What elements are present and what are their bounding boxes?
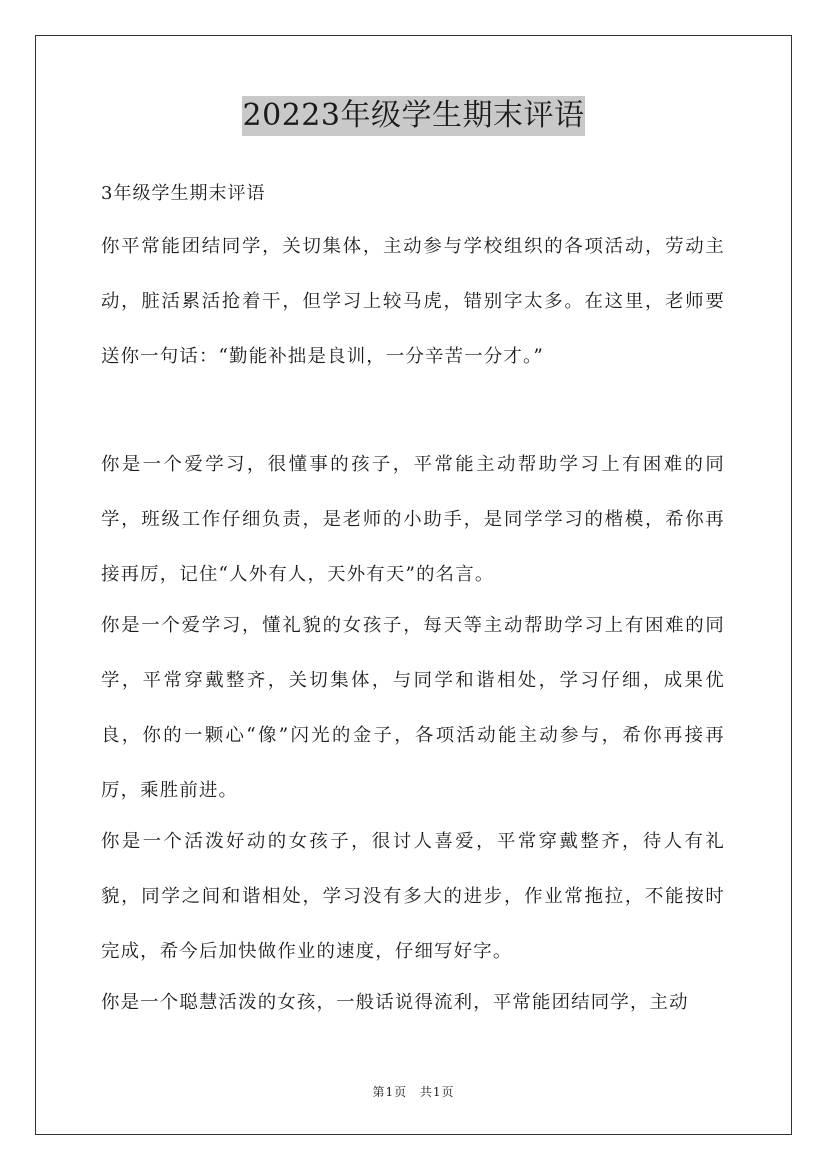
title-wrapper — [0, 96, 827, 136]
paragraph-3: 你是一个爱学习，懂礼貌的女孩子，每天等主动帮助学习上有困难的同学，平常穿戴整齐，关切集体，与同学和谐相处，学习仔细，成果优良，你的一颗心“像”闪光的金子，各项活动能主动参与，希你再接再厉，乘胜前进。 — [101, 615, 725, 801]
paragraph-4: 你是一个活泼好动的女孩子，很讨人喜爱，平常穿戴整齐，待人有礼貌，同学之间和谐相处，学习没有多大的进步，作业常拖拉，不能按时完成，希今后加快做作业的速度，仔细写好字。 — [101, 831, 725, 962]
paragraph-5-container — [101, 975, 725, 1035]
document-subtitle: 3年级学生期末评语 — [101, 183, 266, 204]
document-title: 20223年级学生期末评语 — [242, 96, 586, 136]
page-footer — [0, 1083, 827, 1100]
paragraph-1: 你平常能团结同学，关切集体，主动参与学校组织的各项活动，劳动主动，脏活累活抢着干，但学习上较马虎，错别字太多。在这里，老师要送你一句话：“勤能补拙是良训，一分辛苦一分才。” — [101, 236, 725, 367]
paragraph-2: 你是一个爱学习，很懂事的孩子，平常能主动帮助学习上有困难的同学，班级工作仔细负责，是老师的小助手，是同学学习的楷模，希你再接再厉，记住“人外有人，天外有天”的名言。 — [101, 454, 725, 585]
page-total: 共1页 — [419, 1085, 455, 1099]
paragraph-5: 你是一个聪慧活泼的女孩，一般话说得流利，平常能团结同学，主动 — [101, 992, 689, 1013]
page-number: 第1页 — [372, 1085, 408, 1099]
